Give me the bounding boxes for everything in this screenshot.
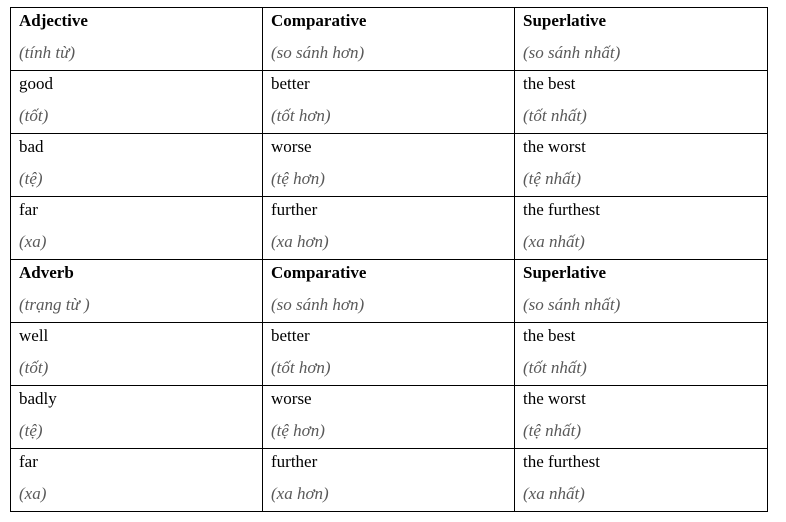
column-heading: Comparative	[271, 11, 367, 30]
column-heading-translation: (so sánh nhất)	[523, 43, 621, 62]
table-row	[11, 323, 768, 386]
word-form: the furthest	[523, 452, 600, 471]
word-form: the worst	[523, 389, 586, 408]
word-translation: (tốt nhất)	[523, 358, 587, 377]
table-cell	[11, 71, 263, 134]
column-heading: Comparative	[271, 263, 367, 282]
table-cell	[11, 260, 263, 323]
table-row	[11, 134, 768, 197]
word-translation: (tốt nhất)	[523, 106, 587, 125]
word-form: the best	[523, 326, 576, 345]
column-heading-translation: (trạng từ )	[19, 295, 90, 314]
word-translation: (xa nhất)	[523, 484, 585, 503]
word-translation: (tốt hơn)	[271, 106, 331, 125]
word-form: the best	[523, 74, 576, 93]
column-heading: Adjective	[19, 11, 88, 30]
table-cell	[515, 197, 768, 260]
table-cell	[11, 8, 263, 71]
table-cell	[11, 197, 263, 260]
table-cell	[515, 8, 768, 71]
table-cell	[263, 449, 515, 512]
word-translation: (tốt)	[19, 358, 49, 377]
table-row	[11, 197, 768, 260]
word-translation: (tệ)	[19, 169, 43, 188]
column-heading-translation: (tính từ)	[19, 43, 76, 62]
table-cell	[11, 386, 263, 449]
word-form: worse	[271, 137, 312, 156]
word-form: further	[271, 200, 318, 219]
table-cell	[263, 71, 515, 134]
word-form: bad	[19, 137, 44, 156]
word-translation: (tệ hơn)	[271, 421, 325, 440]
table-cell	[515, 134, 768, 197]
word-translation: (tệ nhất)	[523, 169, 582, 188]
table-cell	[515, 71, 768, 134]
table-cell	[11, 449, 263, 512]
table-cell	[515, 386, 768, 449]
word-form: badly	[19, 389, 57, 408]
table-cell	[263, 323, 515, 386]
column-heading-translation: (so sánh hơn)	[271, 43, 365, 62]
table-cell	[515, 449, 768, 512]
table-cell	[11, 323, 263, 386]
word-translation: (xa nhất)	[523, 232, 585, 251]
table-row	[11, 71, 768, 134]
table-header-row-adverb	[11, 260, 768, 323]
table-cell	[263, 134, 515, 197]
table-row	[11, 449, 768, 512]
word-translation: (tệ)	[19, 421, 43, 440]
word-form: well	[19, 326, 49, 345]
table-cell	[263, 386, 515, 449]
word-form: far	[19, 200, 38, 219]
word-translation: (xa)	[19, 232, 47, 251]
word-form: worse	[271, 389, 312, 408]
column-heading: Superlative	[523, 263, 607, 282]
word-translation: (tốt)	[19, 106, 49, 125]
table-cell	[515, 323, 768, 386]
table-cell	[263, 8, 515, 71]
word-translation: (xa hơn)	[271, 232, 329, 251]
word-translation: (xa hơn)	[271, 484, 329, 503]
table-cell	[263, 260, 515, 323]
comparison-table	[10, 7, 768, 512]
column-heading-translation: (so sánh nhất)	[523, 295, 621, 314]
word-form: good	[19, 74, 53, 93]
word-form: the furthest	[523, 200, 600, 219]
word-form: better	[271, 326, 310, 345]
word-translation: (tốt hơn)	[271, 358, 331, 377]
word-translation: (tệ hơn)	[271, 169, 325, 188]
table-cell	[263, 197, 515, 260]
table-cell	[515, 260, 768, 323]
column-heading: Superlative	[523, 11, 607, 30]
word-form: the worst	[523, 137, 586, 156]
word-translation: (tệ nhất)	[523, 421, 582, 440]
column-heading: Adverb	[19, 263, 74, 282]
word-form: further	[271, 452, 318, 471]
table-row	[11, 386, 768, 449]
table-cell	[11, 134, 263, 197]
table-header-row-adjective	[11, 8, 768, 71]
column-heading-translation: (so sánh hơn)	[271, 295, 365, 314]
word-translation: (xa)	[19, 484, 47, 503]
word-form: better	[271, 74, 310, 93]
word-form: far	[19, 452, 38, 471]
